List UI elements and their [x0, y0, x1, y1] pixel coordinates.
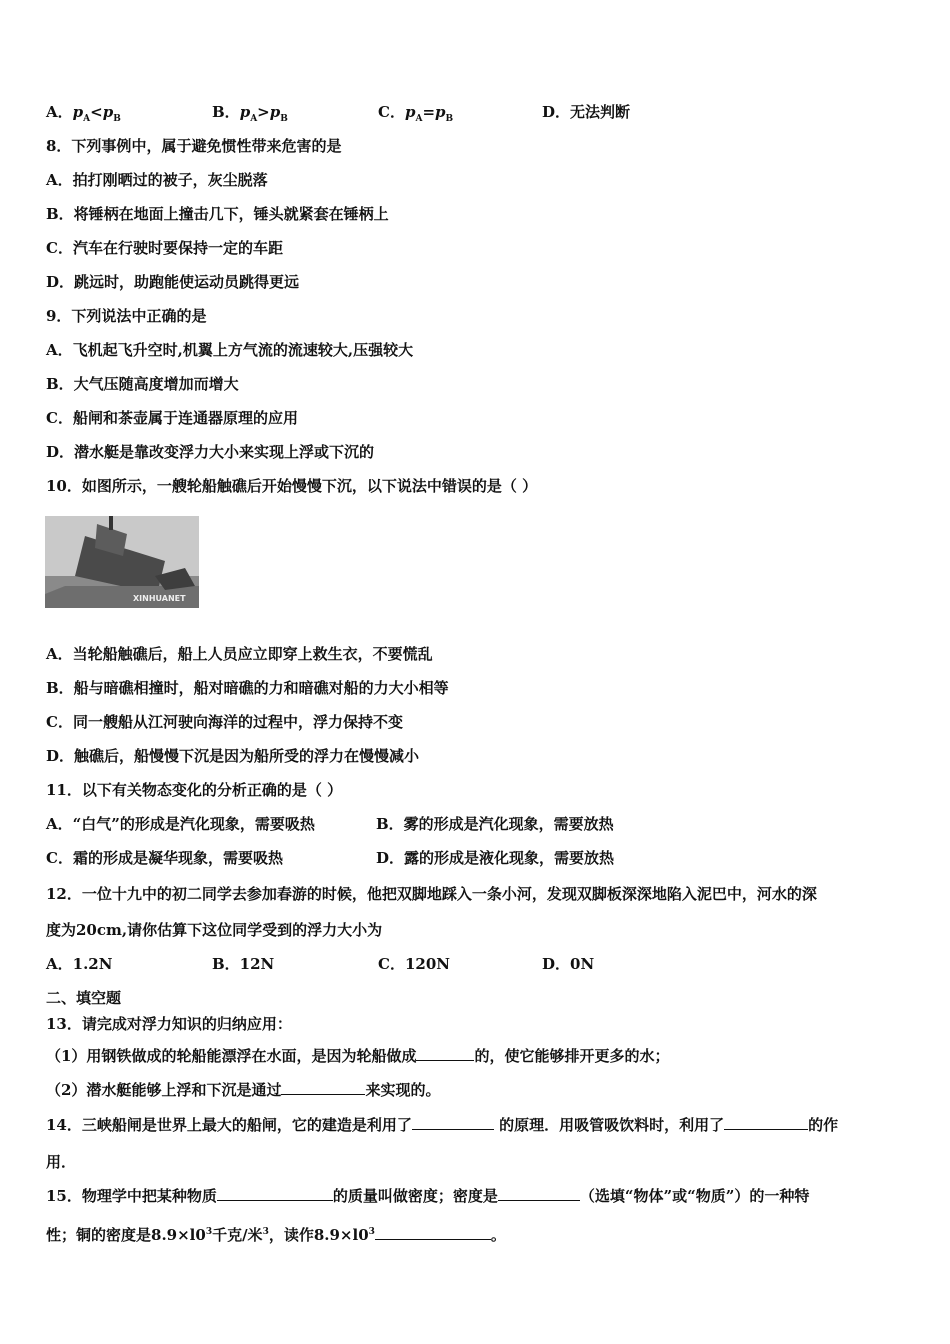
q9-option-c: C．船闸和茶壶属于连通器原理的应用	[46, 409, 298, 427]
q11-option-a: A．“白气”的形成是汽化现象，需要吸热	[46, 815, 315, 833]
q14-blank-2[interactable]	[724, 1115, 808, 1130]
q8-option-b: B．将锤柄在地面上撞击几下，锤头就紧套在锤柄上	[46, 205, 389, 223]
q8-option-a: A．拍打刚晒过的被子，灰尘脱落	[46, 171, 268, 189]
q15-line1: 15．物理学中把某种物质 的质量叫做密度；密度是 （选填“物体”或“物质”）的一种特	[46, 1187, 810, 1205]
q12-option-b: B．12N	[212, 955, 275, 973]
q8-stem: 8．下列事例中，属于避免惯性带来危害的是	[46, 137, 342, 155]
q15-blank-2[interactable]	[498, 1186, 580, 1201]
q10-option-d: D．触礁后，船慢慢下沉是因为船所受的浮力在慢慢减小	[46, 747, 420, 765]
q13-blank-1[interactable]	[416, 1046, 474, 1061]
q10-option-b: B．船与暗礁相撞时，船对暗礁的力和暗礁对船的力大小相等	[46, 679, 449, 697]
q13-item-2: （2）潜水艇能够上浮和下沉是通过 来实现的。	[46, 1081, 441, 1099]
q13-item-1: （1）用钢铁做成的轮船能漂浮在水面，是因为轮船做成 的，使它能够排开更多的水；	[46, 1047, 670, 1065]
q7-option-a: A．$p_A<p_B$	[46, 103, 121, 124]
q10-option-c: C．同一艘船从江河驶向海洋的过程中，浮力保持不变	[46, 713, 403, 731]
q7-option-b: B．$p_A>p_B$	[212, 103, 288, 124]
q12-stem-line1: 12．一位十九中的初二同学去参加春游的时候，他把双脚地踩入一条小河，发现双脚板深深地陷入泥巴中，河水的深	[46, 885, 817, 903]
q9-option-d: D．潜水艇是靠改变浮力大小来实现上浮或下沉的	[46, 443, 375, 461]
q15-line2: 性；铜的密度是$8.9\times l0^3$千克/米$^3$，读作$8.9\times l0^3$ 。	[46, 1226, 506, 1244]
q13-blank-2[interactable]	[281, 1080, 365, 1095]
q7-option-d: D．无法判断	[542, 103, 631, 121]
section-heading-fill-in: 二、填空题	[46, 989, 122, 1007]
q9-stem: 9．下列说法中正确的是	[46, 307, 207, 325]
q12-stem-line2: 度为20cm,请你估算下这位同学受到的浮力大小为	[46, 921, 383, 939]
q10-option-a: A．当轮船触礁后，船上人员应立即穿上救生衣，不要慌乱	[46, 645, 433, 663]
q11-option-d: D．露的形成是液化现象，需要放热	[376, 849, 615, 867]
q12-option-a: A．1.2N	[46, 955, 113, 973]
q11-stem: 11．以下有关物态变化的分析正确的是（ ）	[46, 781, 343, 799]
q8-option-d: D．跳远时，助跑能使运动员跳得更远	[46, 273, 300, 291]
q8-option-c: C．汽车在行驶时要保持一定的车距	[46, 239, 283, 257]
q9-option-b: B．大气压随高度增加而增大	[46, 375, 239, 393]
image-caption: XINHUANET	[133, 594, 186, 603]
q13-stem: 13．请完成对浮力知识的归纳应用：	[46, 1015, 292, 1033]
q7-option-c: C．$p_A=p_B$	[378, 103, 454, 124]
q12-option-c: C．120N	[378, 955, 450, 973]
q15-blank-1[interactable]	[217, 1186, 333, 1201]
q14-line1: 14．三峡船闸是世界上最大的船闸，它的建造是利用了 的原理．用吸管吸饮料时，利用了 的作	[46, 1116, 839, 1134]
q12-option-d: D．0N	[542, 955, 595, 973]
q11-option-b: B．雾的形成是汽化现象，需要放热	[376, 815, 614, 833]
q14-line2: 用．	[46, 1153, 77, 1171]
sinking-ship-photo	[45, 516, 199, 608]
q15-blank-3[interactable]	[375, 1225, 491, 1240]
q11-option-c: C．霜的形成是凝华现象，需要吸热	[46, 849, 283, 867]
q14-blank-1[interactable]	[412, 1115, 494, 1130]
q9-option-a: A．飞机起飞升空时,机翼上方气流的流速较大,压强较大	[46, 341, 414, 359]
q10-stem: 10．如图所示，一艘轮船触礁后开始慢慢下沉，以下说法中错误的是（ ）	[46, 477, 538, 495]
